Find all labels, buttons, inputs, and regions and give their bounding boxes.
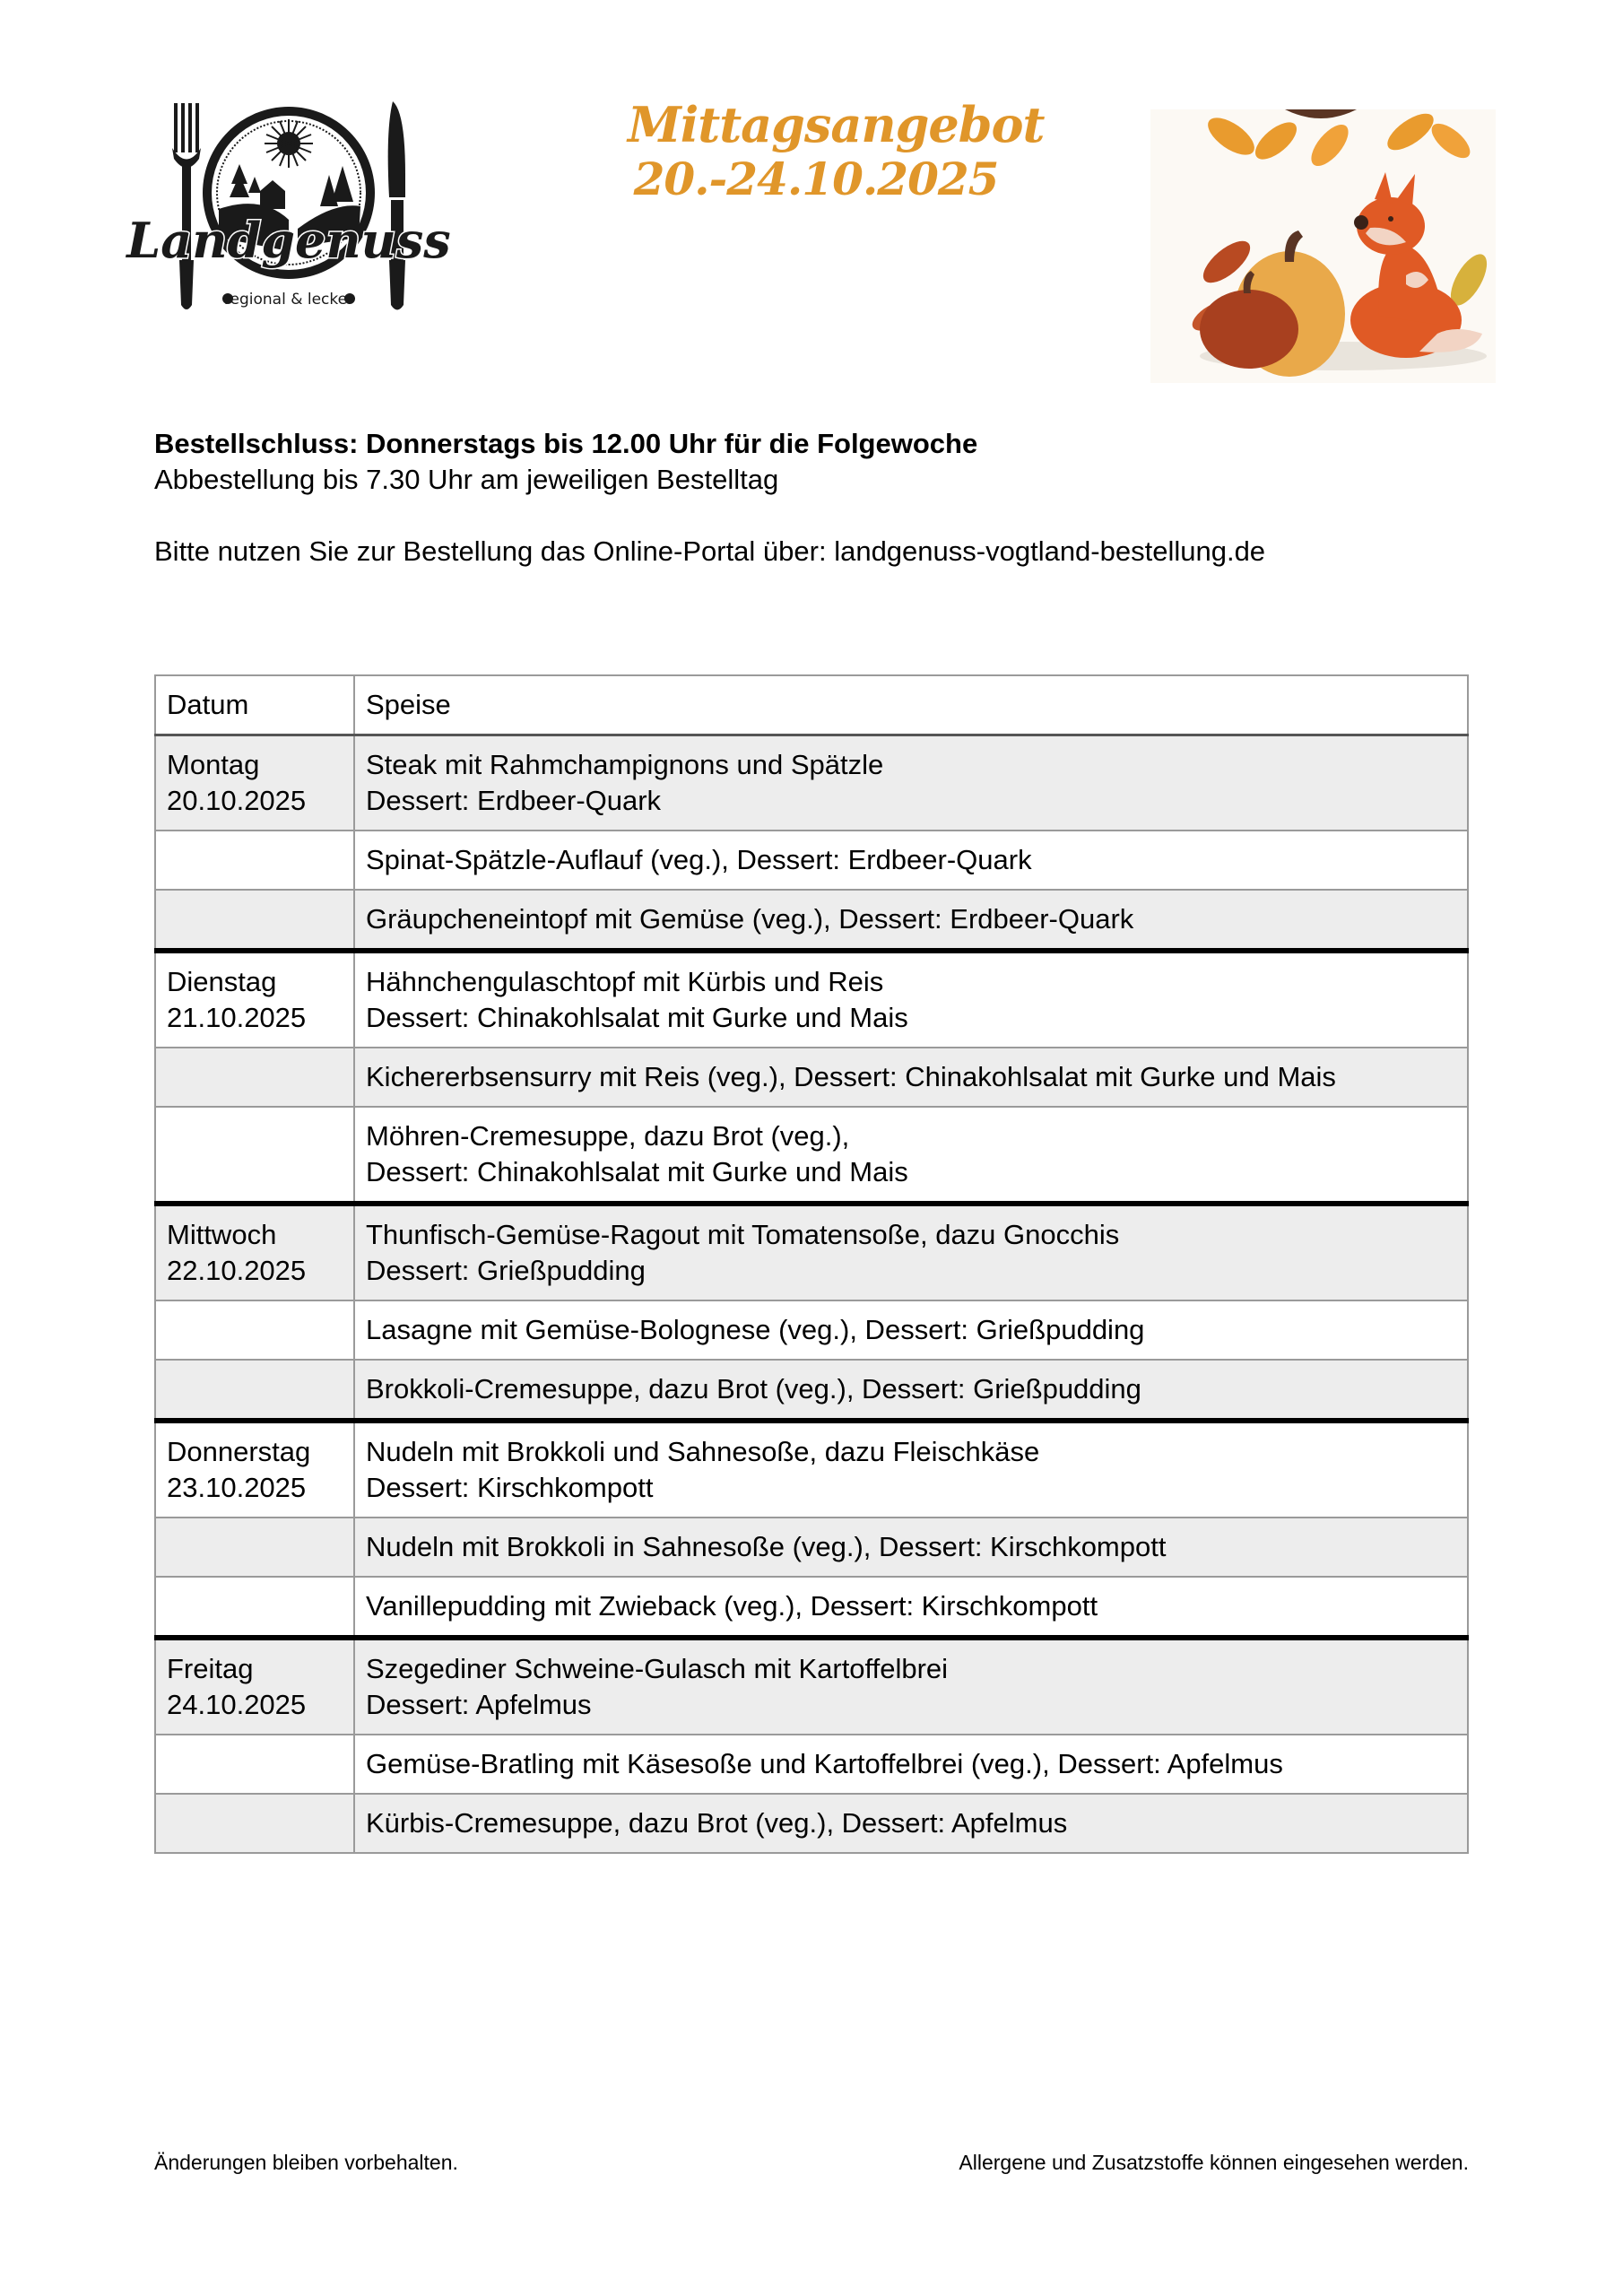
table-row <box>155 1794 1468 1853</box>
empty-date-cell <box>155 1107 354 1204</box>
dish-line: Dessert: Erdbeer-Quark <box>366 785 662 816</box>
dish-line: Kichererbsensurry mit Reis (veg.), Dessert: Chinakohlsalat mit Gurke und Mais <box>366 1061 1336 1092</box>
weekday: Donnerstag <box>167 1436 311 1467</box>
table-row <box>155 1638 1468 1735</box>
dish-line: Dessert: Kirschkompott <box>366 1472 654 1503</box>
table-row <box>155 1421 1468 1518</box>
footer-disclaimer: Änderungen bleiben vorbehalten. <box>154 2151 458 2174</box>
dish-cell <box>354 951 1468 1048</box>
dish-line: Dessert: Chinakohlsalat mit Gurke und Mais <box>366 1156 908 1187</box>
table-row <box>155 951 1468 1048</box>
table-row <box>155 831 1468 890</box>
dish-line: Nudeln mit Brokkoli und Sahnesoße, dazu Fleischkäse <box>366 1436 1040 1467</box>
table-row <box>155 1300 1468 1360</box>
knife-icon <box>388 101 405 310</box>
header-speise: Speise <box>354 675 1468 735</box>
dish-cell <box>354 831 1468 890</box>
empty-date-cell <box>155 1518 354 1577</box>
dish-line: Dessert: Grießpudding <box>366 1255 646 1286</box>
date-range: 20.-24.10.2025 <box>633 152 999 205</box>
dish-cell <box>354 1107 1468 1204</box>
menu-table <box>154 674 1469 1854</box>
dish-cell <box>354 1300 1468 1360</box>
dish-line: Thunfisch-Gemüse-Ragout mit Tomatensoße, dazu Gnocchis <box>366 1219 1120 1250</box>
order-deadline: Bestellschluss: Donnerstags bis 12.00 Uhr für die Folgewoche <box>154 428 978 459</box>
dish-line: Gemüse-Bratling mit Käsesoße und Kartoffelbrei (veg.), Dessert: Apfelmus <box>366 1748 1283 1779</box>
date: 23.10.2025 <box>167 1472 307 1503</box>
date: 22.10.2025 <box>167 1255 307 1286</box>
empty-date-cell <box>155 1577 354 1638</box>
svg-text:regional & lecker: regional & lecker <box>223 291 354 309</box>
dish-line: Möhren-Cremesuppe, dazu Brot (veg.), <box>366 1120 850 1152</box>
empty-date-cell <box>155 890 354 951</box>
dish-line: Dessert: Apfelmus <box>366 1689 592 1720</box>
date-cell <box>155 1421 354 1518</box>
dish-cell <box>354 1204 1468 1300</box>
dish-cell <box>354 1638 1468 1735</box>
page-title <box>628 96 1045 206</box>
table-row <box>155 1204 1468 1300</box>
date: 24.10.2025 <box>167 1689 307 1720</box>
footer-allergens-note: Allergene und Zusatzstoffe können eingesehen werden. <box>959 2151 1469 2174</box>
dish-line: Gräupcheneintopf mit Gemüse (veg.), Dessert: Erdbeer-Quark <box>366 903 1134 935</box>
dish-cell <box>354 890 1468 951</box>
dish-line: Steak mit Rahmchampignons und Spätzle <box>366 749 884 780</box>
table-row <box>155 1107 1468 1204</box>
empty-date-cell <box>155 1048 354 1107</box>
order-info <box>154 426 1265 570</box>
empty-date-cell <box>155 831 354 890</box>
dish-line: Dessert: Chinakohlsalat mit Gurke und Mais <box>366 1002 908 1033</box>
table-row <box>155 735 1468 831</box>
date-cell <box>155 1204 354 1300</box>
dish-line: Brokkoli-Cremesuppe, dazu Brot (veg.), Dessert: Grießpudding <box>366 1373 1141 1405</box>
header-datum: Datum <box>155 675 354 735</box>
dish-cell <box>354 1735 1468 1794</box>
empty-date-cell <box>155 1735 354 1794</box>
table-row <box>155 1518 1468 1577</box>
dish-cell <box>354 1794 1468 1853</box>
date: 20.10.2025 <box>167 785 307 816</box>
dish-line: Nudeln mit Brokkoli in Sahnesoße (veg.), Dessert: Kirschkompott <box>366 1531 1167 1562</box>
weekday: Dienstag <box>167 966 277 997</box>
table-header-row <box>155 675 1468 735</box>
date-cell <box>155 1638 354 1735</box>
svg-text:Landgenuss: Landgenuss <box>126 212 451 269</box>
dish-cell <box>354 1048 1468 1107</box>
dish-cell <box>354 1421 1468 1518</box>
autumn-fox-illustration <box>1150 109 1496 383</box>
dish-cell <box>354 1577 1468 1638</box>
dish-cell <box>354 735 1468 831</box>
empty-date-cell <box>155 1794 354 1853</box>
table-row <box>155 890 1468 951</box>
landgenuss-logo <box>126 94 451 318</box>
title-text: Mittagsangebot <box>628 96 1045 153</box>
date: 21.10.2025 <box>167 1002 307 1033</box>
dish-line: Lasagne mit Gemüse-Bolognese (veg.), Dessert: Grießpudding <box>366 1314 1145 1345</box>
dish-line: Szegediner Schweine-Gulasch mit Kartoffelbrei <box>366 1653 949 1684</box>
dish-line: Kürbis-Cremesuppe, dazu Brot (veg.), Dessert: Apfelmus <box>366 1807 1068 1839</box>
dish-line: Spinat-Spätzle-Auflauf (veg.), Dessert: Erdbeer-Quark <box>366 844 1032 875</box>
fox-icon <box>1350 172 1482 358</box>
date-cell <box>155 951 354 1048</box>
table-row <box>155 1360 1468 1421</box>
dish-line: Vanillepudding mit Zwieback (veg.), Dessert: Kirschkompott <box>366 1590 1098 1622</box>
dish-line: Hähnchengulaschtopf mit Kürbis und Reis <box>366 966 884 997</box>
empty-date-cell <box>155 1300 354 1360</box>
table-row <box>155 1735 1468 1794</box>
table-row <box>155 1577 1468 1638</box>
weekday: Montag <box>167 749 260 780</box>
portal-note: Bitte nutzen Sie zur Bestellung das Online-Portal über: landgenuss-vogtland-bestellung.de <box>154 535 1266 567</box>
fork-icon <box>172 103 201 309</box>
cancellation-note: Abbestellung bis 7.30 Uhr am jeweiligen Bestelltag <box>154 464 779 495</box>
sun-icon <box>265 119 313 168</box>
dish-cell <box>354 1518 1468 1577</box>
weekday: Mittwoch <box>167 1219 277 1250</box>
empty-date-cell <box>155 1360 354 1421</box>
dish-cell <box>354 1360 1468 1421</box>
weekday: Freitag <box>167 1653 254 1684</box>
date-cell <box>155 735 354 831</box>
leaves-icon <box>1202 107 1475 172</box>
table-row <box>155 1048 1468 1107</box>
